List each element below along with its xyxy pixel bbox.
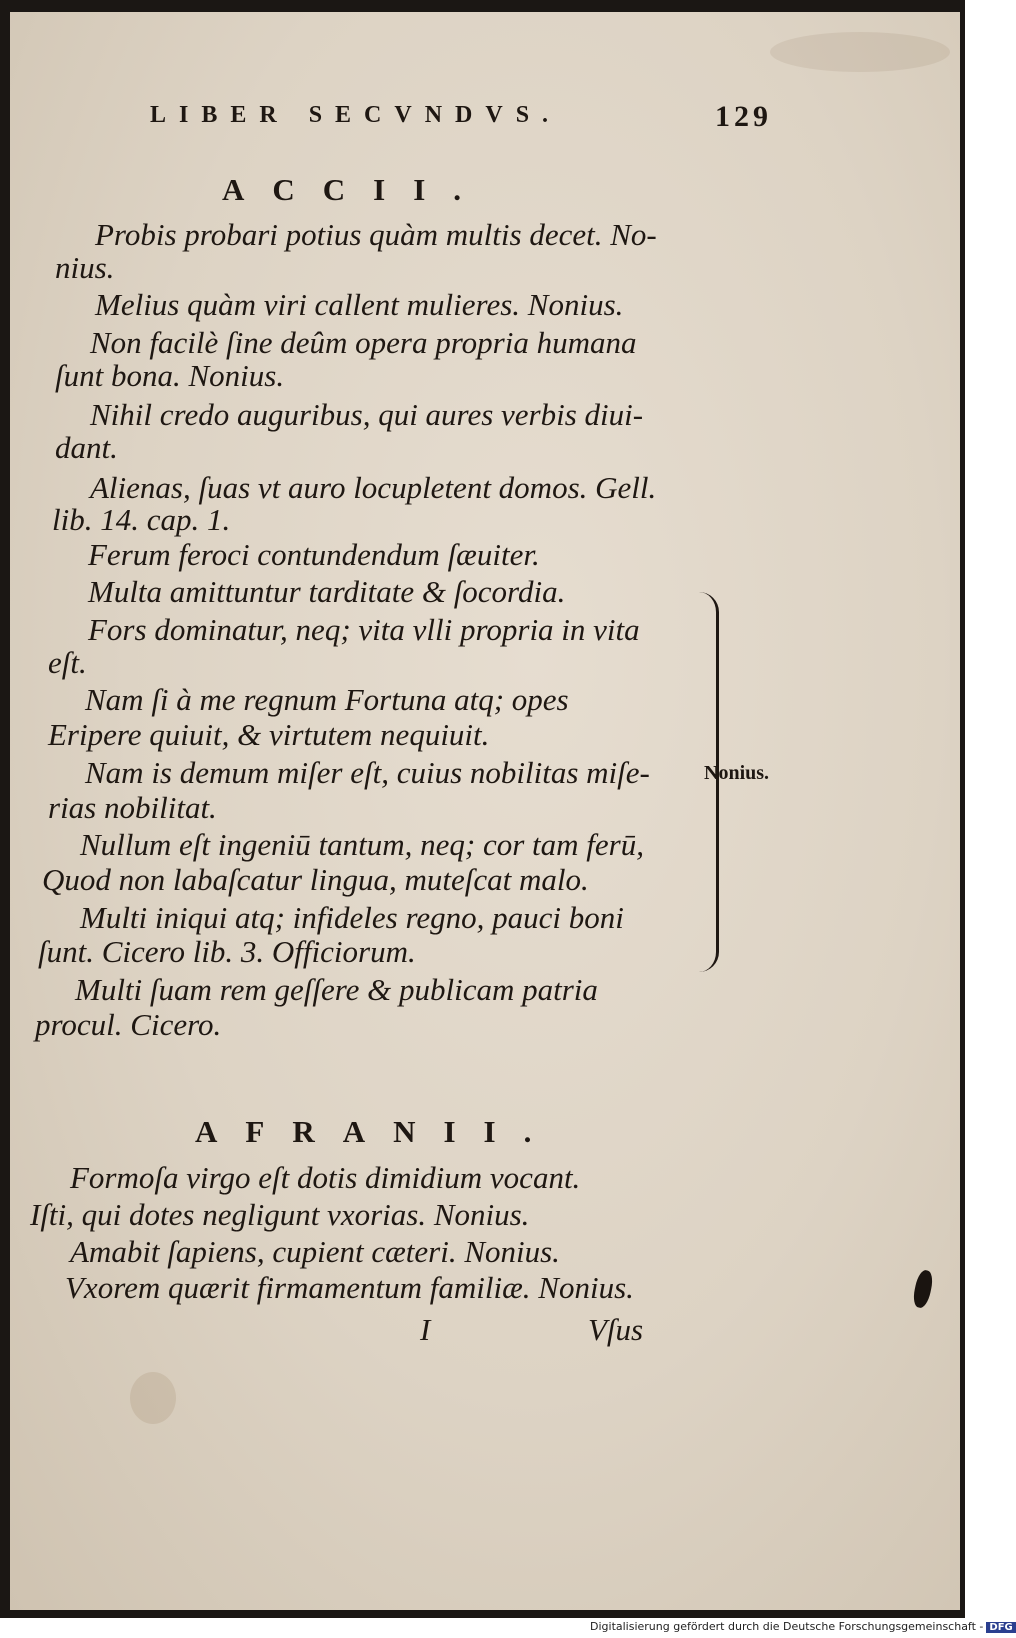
text-line: nius.: [55, 250, 115, 285]
stain: [130, 1372, 176, 1424]
text-line: Vxorem quærit firmamentum familiæ. Nonius.: [65, 1270, 634, 1305]
text-line: Ferum feroci contundendum ſæuiter.: [88, 537, 540, 572]
text-line: Fors dominatur, neq; vita vlli propria in vita: [88, 612, 640, 647]
footer-text: Digitalisierung gefördert durch die Deutsche Forschungsgemeinschaft -: [590, 1620, 984, 1633]
signature-mark: I: [420, 1312, 431, 1347]
text-line: Alienas, ſuas vt auro locupletent domos. Gell.: [90, 470, 657, 505]
running-head: LIBER SECVNDVS.: [150, 102, 562, 128]
page-number: 129: [715, 100, 772, 133]
text-line: Nam ſi à me regnum Fortuna atq; opes: [85, 682, 569, 717]
section-heading: AFRANII.: [195, 1114, 560, 1149]
catchword: Vſus: [588, 1312, 644, 1347]
margin-note: Nonius.: [704, 762, 770, 784]
text-line: procul. Cicero.: [35, 1007, 222, 1042]
ink-mark: [911, 1269, 935, 1309]
text-line: Melius quàm viri callent mulieres. Nonius.: [95, 287, 624, 322]
text-line: Nihil credo auguribus, qui aures verbis diui-: [90, 397, 644, 432]
text-line: Nam is demum miſer eſt, cuius nobilitas miſe-: [85, 755, 650, 790]
dfg-logo: DFG: [986, 1622, 1015, 1633]
text-line: rias nobilitat.: [48, 790, 217, 825]
stain: [770, 32, 950, 72]
text-line: ſunt bona. Nonius.: [55, 358, 285, 393]
text-line: eſt.: [48, 645, 87, 680]
text-line: Nullum eſt ingeniū tantum, neq; cor tam ferū,: [80, 827, 644, 862]
footer: [590, 1620, 1013, 1636]
text-line: Multi ſuam rem geſſere & publicam patria: [75, 972, 598, 1007]
text-line: Quod non labaſcatur lingua, muteſcat malo.: [42, 862, 589, 897]
section-heading: ACCII.: [222, 172, 490, 207]
text-line: ſunt. Cicero lib. 3. Officiorum.: [38, 934, 416, 969]
book-page: [10, 12, 960, 1610]
text-line: Formoſa virgo eſt dotis dimidium vocant.: [70, 1160, 581, 1195]
text-line: Non facilè ſine deûm opera propria humana: [90, 325, 637, 360]
text-line: Eripere quiuit, & virtutem nequiuit.: [48, 717, 490, 752]
text-line: lib. 14. cap. 1.: [52, 502, 231, 537]
text-line: Amabit ſapiens, cupient cæteri. Nonius.: [70, 1234, 560, 1269]
text-line: Multa amittuntur tarditate & ſocordia.: [88, 574, 566, 609]
text-line: Multi iniqui atq; infideles regno, pauci boni: [80, 900, 624, 935]
text-line: Probis probari potius quàm multis decet. No-: [95, 217, 657, 252]
text-line: dant.: [55, 430, 118, 465]
text-line: Iſti, qui dotes negligunt vxorias. Nonius.: [30, 1197, 530, 1232]
